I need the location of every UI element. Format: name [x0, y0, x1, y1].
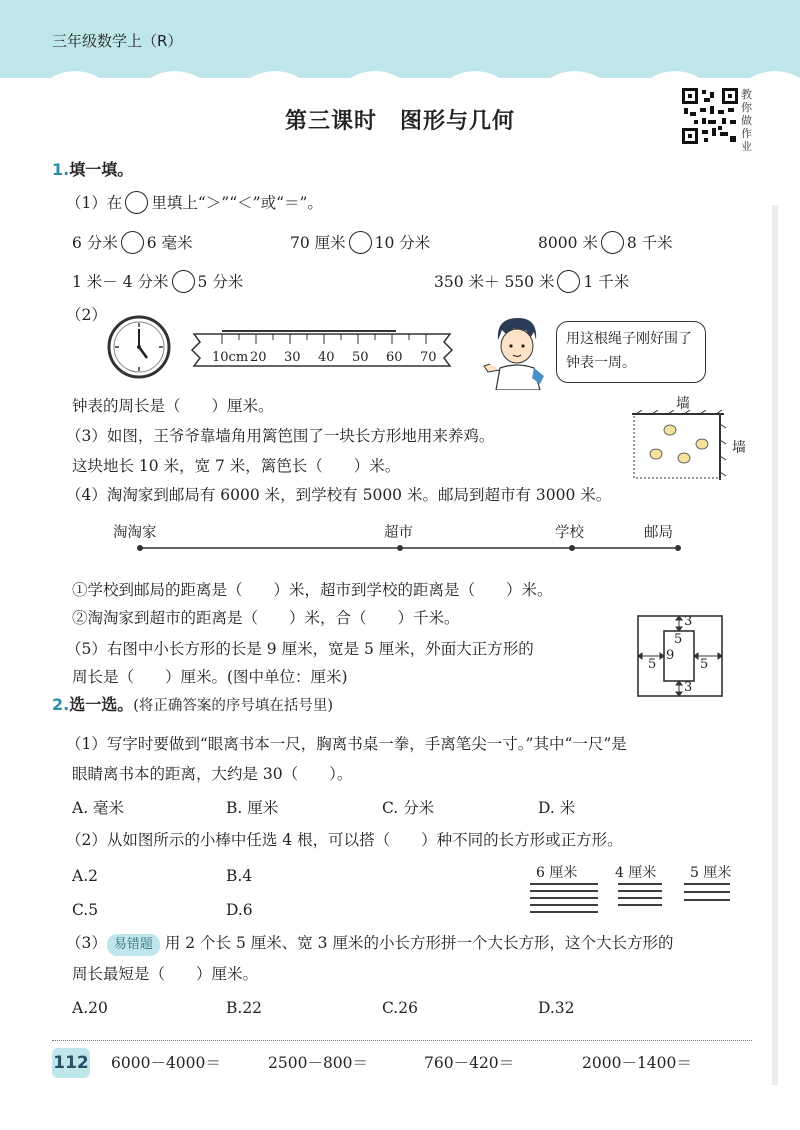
q2-2-option-b[interactable]: B.4: [226, 867, 253, 885]
q2-1-option-a[interactable]: A. 毫米: [72, 799, 125, 817]
calc-3: 760－420＝: [424, 1054, 515, 1072]
compare-item-3: 8000 米 8 千米: [538, 231, 673, 254]
q2-1-line2: 眼睛离书本的距离，大约是 30（ ）。: [72, 765, 353, 783]
route-label-post: 邮局: [644, 525, 673, 541]
section-1-heading: 1.填一填。: [52, 160, 134, 179]
ruler-label-0: 10cm: [212, 350, 249, 365]
page-number: 112: [52, 1048, 90, 1078]
compare-circle-example: [125, 191, 148, 214]
fig-label-right: 5: [700, 657, 709, 672]
grade-label: 三年级数学上（R）: [52, 32, 183, 50]
q1-4-line: （4）淘淘家到邮局有 6000 米，到学校有 5000 米。邮局到超市有 3000 米。: [66, 486, 612, 504]
compare-item-1: 6 分米 6 毫米: [72, 231, 193, 254]
header-wave: [0, 58, 800, 98]
q2-1-line1: （1）写字时要做到“眼离书本一尺，胸离书桌一拳，手离笔尖一寸。”其中“一尺”是: [66, 735, 627, 753]
fig-label-top: 3: [684, 614, 693, 629]
fig-label-bottom: 3: [684, 680, 693, 695]
ruler-label-1: 20: [250, 350, 267, 365]
q2-3-option-d[interactable]: D.32: [538, 999, 575, 1017]
q2-2-option-c[interactable]: C.5: [72, 901, 99, 919]
boy-illustration: [482, 312, 556, 390]
ruler-label-6: 70: [420, 350, 437, 365]
q2-1-option-d[interactable]: D. 米: [538, 799, 576, 817]
calc-1: 6000－4000＝: [111, 1054, 221, 1072]
q2-3-line2: 周长最短是（ ）厘米。: [72, 965, 259, 983]
square-figure: [636, 614, 726, 698]
chicken-pen-figure: [632, 410, 732, 484]
q1-3-line2: 这块地长 10 米，宽 7 米，篱笆长（ ）米。: [72, 457, 401, 475]
stick-label-4: 4 厘米: [615, 865, 657, 881]
q1-5-line2: 周长是（ ）厘米。(图中单位：厘米): [72, 668, 348, 686]
q2-2-line: （2）从如图所示的小棒中任选 4 根，可以搭（ ）种不同的长方形或正方形。: [66, 831, 623, 849]
q1-4-a: ①学校到邮局的距离是（ ）米，超市到学校的距离是（ ）米。: [72, 581, 553, 599]
q2-1-option-c[interactable]: C. 分米: [382, 799, 435, 817]
route-label-home: 淘淘家: [113, 525, 157, 541]
page-title: 第三课时 图形与几何: [284, 109, 515, 134]
q2-2-option-a[interactable]: A.2: [72, 867, 98, 885]
q1-5-line1: （5）右图中小长方形的长是 9 厘米，宽是 5 厘米，外面大正方形的: [66, 640, 534, 658]
fig-label-inner-height: 9: [666, 648, 675, 663]
ruler-label-2: 30: [284, 350, 301, 365]
q2-3-option-c[interactable]: C.26: [382, 999, 418, 1017]
footer-divider: [52, 1040, 752, 1041]
route-label-market: 超市: [384, 525, 413, 541]
q1-3-line1: （3）如图，王爷爷靠墙角用篱笆围了一块长方形地用来养鸡。: [66, 427, 495, 445]
calc-4: 2000－1400＝: [582, 1054, 692, 1072]
q1-4-b: ②淘淘家到超市的距离是（ ）米，合（ ）千米。: [72, 609, 460, 627]
qr-code-icon[interactable]: [682, 88, 738, 144]
qr-caption: 教你做作业: [741, 88, 752, 153]
ruler-label-3: 40: [318, 350, 335, 365]
q1-1-instruction: （1）在 里填上“＞”“＜”或“＝”。: [66, 191, 323, 214]
wall-label-top: 墙: [676, 396, 690, 412]
answer-circle[interactable]: [121, 231, 144, 254]
sticks-figure: [520, 880, 740, 916]
answer-circle[interactable]: [172, 270, 195, 293]
stick-label-5: 5 厘米: [690, 865, 732, 881]
stick-label-6: 6 厘米: [536, 865, 578, 881]
clock-icon: [106, 314, 172, 380]
answer-circle[interactable]: [601, 231, 624, 254]
q1-2-label: （2）: [66, 306, 107, 324]
wall-label-right: 墙: [732, 440, 746, 456]
q2-3-option-a[interactable]: A.20: [72, 999, 108, 1017]
q2-1-option-b[interactable]: B. 厘米: [226, 799, 279, 817]
q2-3-option-b[interactable]: B.22: [226, 999, 263, 1017]
ruler-label-4: 50: [352, 350, 369, 365]
compare-item-4: 1 米－ 4 分米 5 分米: [72, 270, 243, 293]
page-edge: [772, 205, 778, 1085]
answer-circle[interactable]: [349, 231, 372, 254]
q2-3-line1: （3） 易错题 用 2 个长 5 厘米、宽 3 厘米的小长方形拼一个大长方形，这个大长方形的: [66, 932, 673, 956]
q2-2-option-d[interactable]: D.6: [226, 901, 253, 919]
q1-2-answer: 钟表的周长是（ ）厘米。: [72, 397, 274, 415]
route-label-school: 学校: [555, 525, 584, 541]
compare-item-2: 70 厘米 10 分米: [290, 231, 430, 254]
calc-2: 2500－800＝: [268, 1054, 369, 1072]
answer-circle[interactable]: [557, 270, 580, 293]
speech-bubble-text: 用这根绳子刚好围了钟表一周。: [566, 331, 692, 371]
compare-item-5: 350 米＋ 550 米 1 千米: [434, 270, 629, 293]
route-line: [100, 540, 700, 556]
section-2-heading: 2.选一选。(将正确答案的序号填在括号里): [52, 695, 334, 714]
ruler-label-5: 60: [386, 350, 403, 365]
fig-label-left: 5: [648, 657, 657, 672]
error-prone-tag: 易错题: [107, 934, 160, 956]
fig-label-inner-width: 5: [674, 632, 683, 647]
